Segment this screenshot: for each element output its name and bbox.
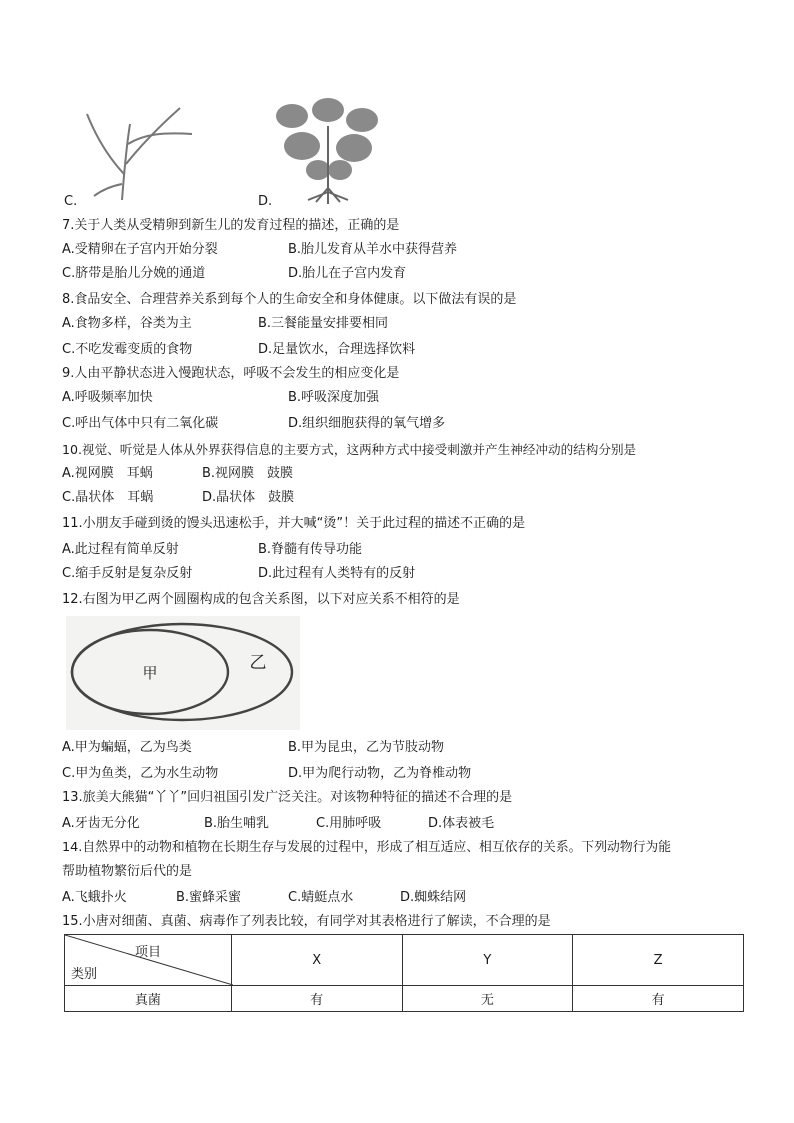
q9-option-b: B.呼吸深度加强 xyxy=(288,390,380,405)
q14-option-b: B.蜜蜂采蜜 xyxy=(176,890,242,905)
q11-option-c: C.缩手反射是复杂反射 xyxy=(62,566,193,581)
q10-option-b: B.视网膜 鼓膜 xyxy=(202,466,294,481)
q15-stem: 15.小唐对细菌、真菌、病毒作了列表比较，有同学对其表格进行了解读，不合理的是 xyxy=(62,914,551,929)
q12-option-d: D.甲为爬行动物，乙为脊椎动物 xyxy=(288,766,472,781)
q14-option-c: C.蜻蜓点水 xyxy=(288,890,354,905)
q10-option-c: C.晶状体 耳蜗 xyxy=(62,490,154,505)
diagonal-header-cell xyxy=(65,935,232,986)
q11-option-d: D.此过程有人类特有的反射 xyxy=(258,566,416,581)
table-row xyxy=(65,986,744,1012)
inclusion-diagram xyxy=(66,616,300,730)
corner-bottom-label: 类别 xyxy=(71,967,98,982)
comparison-table xyxy=(64,934,744,1012)
q8-option-d: D.足量饮水，合理选择饮料 xyxy=(258,342,416,357)
q7-stem: 7.关于人类从受精卵到新生儿的发育过程的描述，正确的是 xyxy=(62,218,400,233)
table-header-row xyxy=(65,935,744,986)
q11-stem: 11.小朋友手碰到烫的馒头迅速松手，并大喊“烫”！关于此过程的描述不正确的是 xyxy=(62,516,526,531)
q14-option-d: D.蜘蛛结网 xyxy=(400,890,467,905)
q7-option-a: A.受精卵在子宫内开始分裂 xyxy=(62,242,218,257)
column-header-z: Z xyxy=(573,935,744,986)
column-header-x: X xyxy=(231,935,402,986)
q10-option-d: D.晶状体 鼓膜 xyxy=(202,490,295,505)
column-header-y: Y xyxy=(402,935,573,986)
q7-option-b: B.胎儿发育从羊水中获得营养 xyxy=(288,242,458,257)
q9-stem: 9.人由平静状态进入慢跑状态，呼吸不会发生的相应变化是 xyxy=(62,366,400,381)
q14-stem-line1: 14.自然界中的动物和植物在长期生存与发展的过程中，形成了相互适应、相互依存的关系。下列动物行为能 xyxy=(62,840,672,855)
q12-option-a: A.甲为蝙蝠，乙为鸟类 xyxy=(62,740,192,755)
q14-option-a: A.飞蛾扑火 xyxy=(62,890,127,905)
q8-option-a: A.食物多样，谷类为主 xyxy=(62,316,192,331)
q8-option-b: B.三餐能量安排要相同 xyxy=(258,316,389,331)
q7-option-d: D.胎儿在子宫内发育 xyxy=(288,266,407,281)
q13-option-d: D.体表被毛 xyxy=(428,816,495,831)
q10-stem: 10.视觉、听觉是人体从外界获得信息的主要方式，这两种方式中接受刺激并产生神经冲动的结构分别是 xyxy=(62,442,637,457)
corner-top-label: 项目 xyxy=(135,945,162,960)
q13-option-c: C.用肺呼吸 xyxy=(316,816,382,831)
bean-seedling-figure xyxy=(272,96,384,204)
q11-option-a: A.此过程有简单反射 xyxy=(62,542,179,557)
q9-option-c: C.呼出气体中只有二氧化碳 xyxy=(62,416,219,431)
cell-y: 无 xyxy=(402,986,573,1012)
cell-z: 有 xyxy=(573,986,744,1012)
q13-option-a: A.牙齿无分化 xyxy=(62,816,140,831)
q8-stem: 8.食品安全、合理营养关系到每个人的生命安全和身体健康。以下做法有误的是 xyxy=(62,292,517,307)
q9-option-a: A.呼吸频率加快 xyxy=(62,390,153,405)
q11-option-b: B.脊髓有传导功能 xyxy=(258,542,363,557)
outer-label: 乙 xyxy=(249,653,267,673)
inner-label: 甲 xyxy=(142,664,158,682)
q10-option-a: A.视网膜 耳蜗 xyxy=(62,466,153,481)
q9-option-d: D.组织细胞获得的氧气增多 xyxy=(288,416,446,431)
option-d-label: D. xyxy=(258,194,273,209)
option-c-label: C. xyxy=(64,194,78,209)
row-label: 真菌 xyxy=(65,986,232,1012)
q12-option-c: C.甲为鱼类，乙为水生动物 xyxy=(62,766,219,781)
cell-x: 有 xyxy=(231,986,402,1012)
q13-stem: 13.旅美大熊猫“丫丫”回归祖国引发广泛关注。对该物种特征的描述不合理的是 xyxy=(62,790,513,805)
q12-stem: 12.右图为甲乙两个圆圈构成的包含关系图，以下对应关系不相符的是 xyxy=(62,592,460,607)
q7-option-c: C.脐带是胎儿分娩的通道 xyxy=(62,266,206,281)
q8-option-c: C.不吃发霉变质的食物 xyxy=(62,342,193,357)
grass-seedling-figure xyxy=(82,104,202,200)
q13-option-b: B.胎生哺乳 xyxy=(204,816,270,831)
q12-option-b: B.甲为昆虫，乙为节肢动物 xyxy=(288,740,445,755)
q14-stem-line2: 帮助植物繁衍后代的是 xyxy=(62,864,193,879)
